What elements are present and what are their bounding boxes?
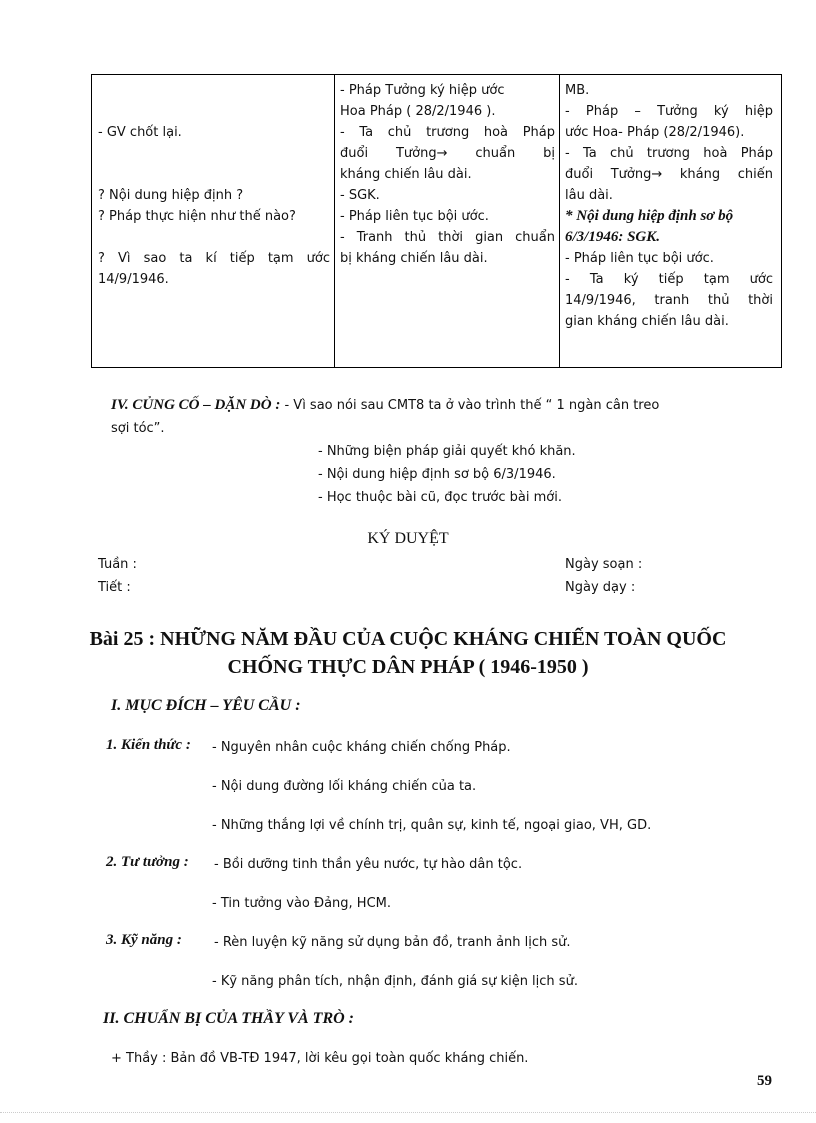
skills-item: - Kỹ năng phân tích, nhận định, đánh giá sự kiện lịch sử. (212, 974, 578, 989)
skills-label: 3. Kỹ năng : (106, 932, 182, 948)
board-notes-column (560, 75, 781, 367)
skills-item: - Rèn luyện kỹ năng sử dụng bản đồ, tranh ảnh lịch sử. (214, 935, 571, 950)
teacher-line (98, 80, 330, 101)
teacher-line: 14/9/1946. (98, 272, 169, 287)
board-line: - Ta ký tiếp tạm ước (565, 272, 773, 287)
teacher-line (98, 227, 330, 248)
student-line: - Tranh thủ thời gian chuẩn (340, 230, 555, 245)
teacher-line (98, 143, 330, 164)
lesson-table (91, 74, 782, 368)
consolidation-question: - Vì sao nói sau CMT8 ta ở vào trình thế “ 1 ngàn cân treo (280, 398, 660, 413)
teacher-line: ? Nội dung hiệp định ? (98, 188, 244, 203)
board-line: - Pháp liên tục bội ước. (565, 251, 714, 266)
page-bottom-divider (0, 1112, 816, 1113)
student-line: - Pháp Tưởng ký hiệp ước (340, 83, 505, 98)
consolidation-heading: IV. CỦNG CỐ – DẶN DÒ : (111, 397, 281, 413)
teacher-line (98, 101, 330, 122)
teacher-line: ? Vì sao ta kí tiếp tạm ước (98, 251, 330, 266)
board-line: đuổi Tưởng→ kháng chiến (565, 167, 773, 182)
page-number: 59 (757, 1073, 772, 1089)
board-line: ước Hoa- Pháp (28/2/1946). (565, 125, 745, 140)
consolidation-item: - Nội dung hiệp định sơ bộ 6/3/1946. (318, 467, 556, 482)
board-line: - Pháp – Tưởng ký hiệp (565, 104, 773, 119)
student-line: - Pháp liên tục bội ước. (340, 209, 489, 224)
student-line: Hoa Pháp ( 28/2/1946 ). (340, 104, 496, 119)
knowledge-item: - Những thắng lợi về chính trị, quân sự, kinh tế, ngoại giao, VH, GD. (212, 818, 652, 833)
teacher-line (98, 164, 330, 185)
teacher-line: - GV chốt lại. (98, 125, 182, 140)
knowledge-item: - Nguyên nhân cuộc kháng chiến chống Pháp. (212, 740, 511, 755)
knowledge-label: 1. Kiến thức : (106, 737, 191, 753)
student-line: bị kháng chiến lâu dài. (340, 251, 488, 266)
board-line: MB. (565, 83, 590, 98)
knowledge-item: - Nội dung đường lối kháng chiến của ta. (212, 779, 477, 794)
lesson-title-line-1: Bài 25 : NHỮNG NĂM ĐẦU CỦA CUỘC KHÁNG CHIẾN TOÀN QUỐC (89, 628, 727, 650)
consolidation-item: - Học thuộc bài cũ, đọc trước bài mới. (318, 490, 562, 505)
teach-date-label: Ngày dạy : (565, 580, 636, 595)
thought-item: - Bồi dưỡng tinh thần yêu nước, tự hào dân tộc. (214, 857, 523, 872)
student-line: kháng chiến lâu dài. (340, 167, 472, 182)
student-activity-column (335, 75, 560, 367)
consolidation-line-2: sợi tóc”. (111, 421, 165, 436)
board-line: lâu dài. (565, 188, 613, 203)
thought-item: - Tin tưởng vào Đảng, HCM. (212, 896, 392, 911)
board-line: * Nội dung hiệp định sơ bộ (565, 208, 734, 224)
thought-label: 2. Tư tưởng : (106, 854, 189, 870)
board-line: 6/3/1946: SGK. (565, 229, 661, 245)
teacher-activity-column (92, 75, 335, 367)
board-line: 14/9/1946, tranh thủ thời (565, 293, 773, 308)
consolidation-line-1 (111, 395, 659, 416)
preparation-heading: II. CHUẨN BỊ CỦA THẦY VÀ TRÒ : (103, 1010, 355, 1027)
period-label: Tiết : (98, 580, 131, 595)
board-line: - Ta chủ trương hoà Pháp (565, 146, 773, 161)
teacher-line: ? Pháp thực hiện như thế nào? (98, 209, 296, 224)
review-title: KÝ DUYỆT (367, 530, 449, 547)
student-line: - SGK. (340, 188, 380, 203)
student-line: đuổi Tưởng→ chuẩn bị (340, 146, 555, 161)
board-line: gian kháng chiến lâu dài. (565, 314, 729, 329)
objectives-heading: I. MỤC ĐÍCH – YÊU CẦU : (111, 697, 301, 714)
consolidation-item: - Những biện pháp giải quyết khó khăn. (318, 444, 576, 459)
student-line: - Ta chủ trương hoà Pháp (340, 125, 555, 140)
preparation-teacher: + Thầy : Bản đồ VB-TĐ 1947, lời kêu gọi toàn quốc kháng chiến. (111, 1051, 529, 1066)
prep-date-label: Ngày soạn : (565, 557, 643, 572)
lesson-title-line-2: CHỐNG THỰC DÂN PHÁP ( 1946-1950 ) (227, 656, 589, 678)
week-label: Tuần : (98, 557, 137, 572)
